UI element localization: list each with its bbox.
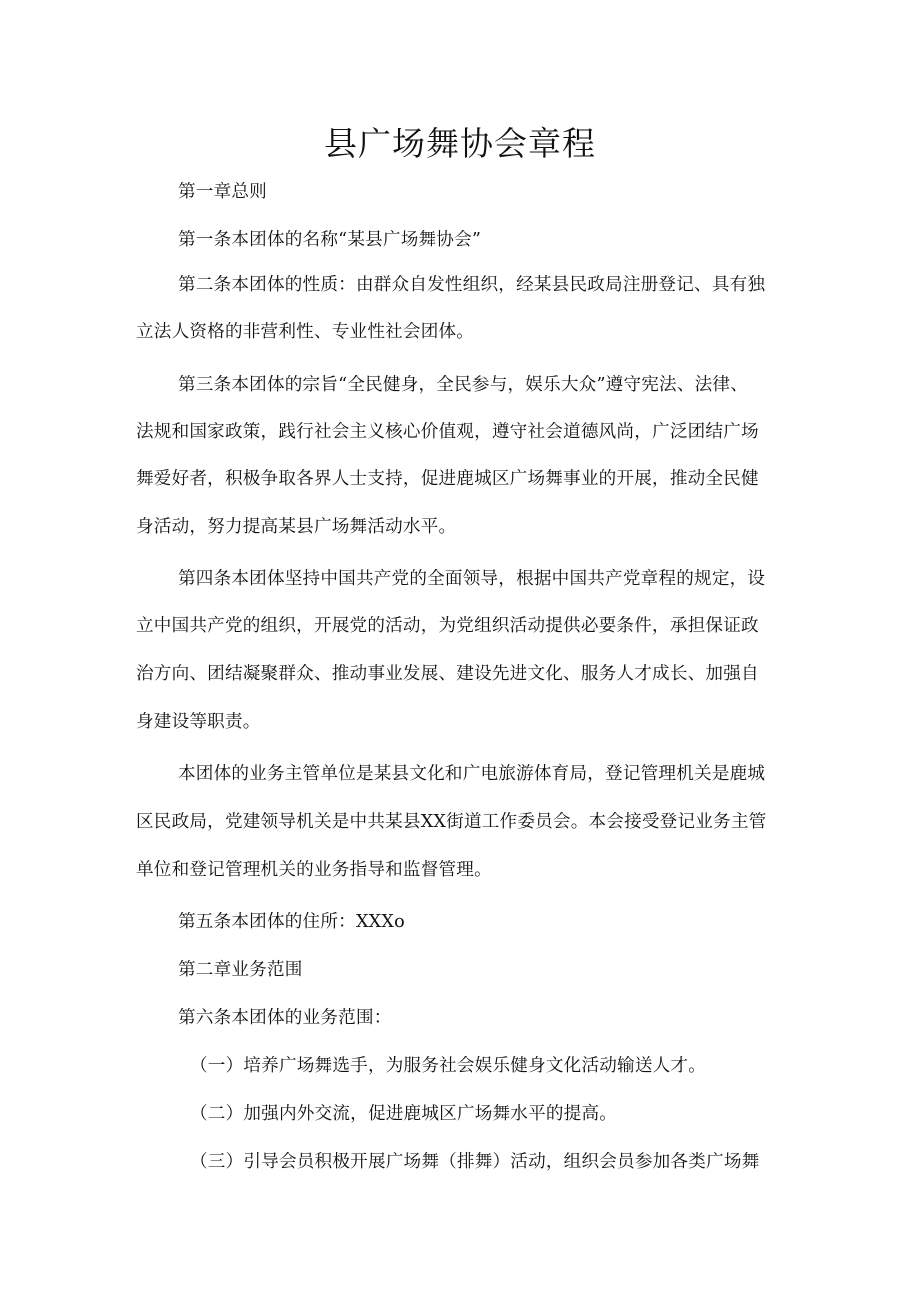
article-4-line-1: 第四条本团体坚持中国共产党的全面领导，根据中国共产党章程的规定，设: [178, 569, 766, 589]
article-1: 第一条本团体的名称“某县广场舞协会”: [178, 230, 482, 250]
article-2-line-1: 第二条本团体的性质：由群众自发性组织，经某县民政局注册登记、具有独: [178, 275, 766, 295]
article-3-line-1: 第三条本团体的宗旨“全民健身，全民参与，娱乐大众”遵守宪法、法律、: [178, 375, 748, 395]
chapter-2-heading: 第二章业务范围: [178, 960, 303, 980]
supervision-line-3: 单位和登记管理机关的业务指导和监督管理。: [136, 860, 492, 880]
article-3-line-4: 身活动，努力提高某县广场舞活动水平。: [136, 517, 457, 537]
article-4-line-2: 立中国共产党的组织，开展党的活动，为党组织活动提供必要条件，承担保证政: [136, 616, 759, 636]
supervision-line-2: 区民政局，党建领导机关是中共某县XX街道工作委员会。本会接受登记业务主管: [136, 812, 767, 832]
article-5: 第五条本团体的住所：XXXo: [178, 912, 405, 932]
article-4-line-3: 治方向、团结凝聚群众、推动事业发展、建设先进文化、服务人才成长、加强自: [136, 664, 759, 684]
article-6: 第六条本团体的业务范围：: [178, 1008, 392, 1028]
article-2-line-2: 立法人资格的非营利性、专业性社会团体。: [136, 322, 475, 342]
supervision-line-1: 本团体的业务主管单位是某县文化和广电旅游体育局，登记管理机关是鹿城: [178, 764, 766, 784]
scope-item-2: （二）加强内外交流，促进鹿城区广场舞水平的提高。: [190, 1104, 618, 1124]
article-4-line-4: 身建设等职责。: [136, 712, 261, 732]
article-3-line-3: 舞爱好者，积极争取各界人士支持，促进鹿城区广场舞事业的开展，推动全民健: [136, 469, 759, 489]
document-title: 县广场舞协会章程: [324, 124, 596, 163]
article-3-line-2: 法规和国家政策，践行社会主义核心价值观，遵守社会道德风尚，广泛团结广场: [136, 422, 759, 442]
scope-item-1: （一）培养广场舞选手，为服务社会娱乐健身文化活动输送人才。: [190, 1056, 707, 1076]
chapter-1-heading: 第一章总则: [178, 182, 267, 202]
scope-item-3: （三）引导会员积极开展广场舞（排舞）活动，组织会员参加各类广场舞: [190, 1152, 760, 1172]
